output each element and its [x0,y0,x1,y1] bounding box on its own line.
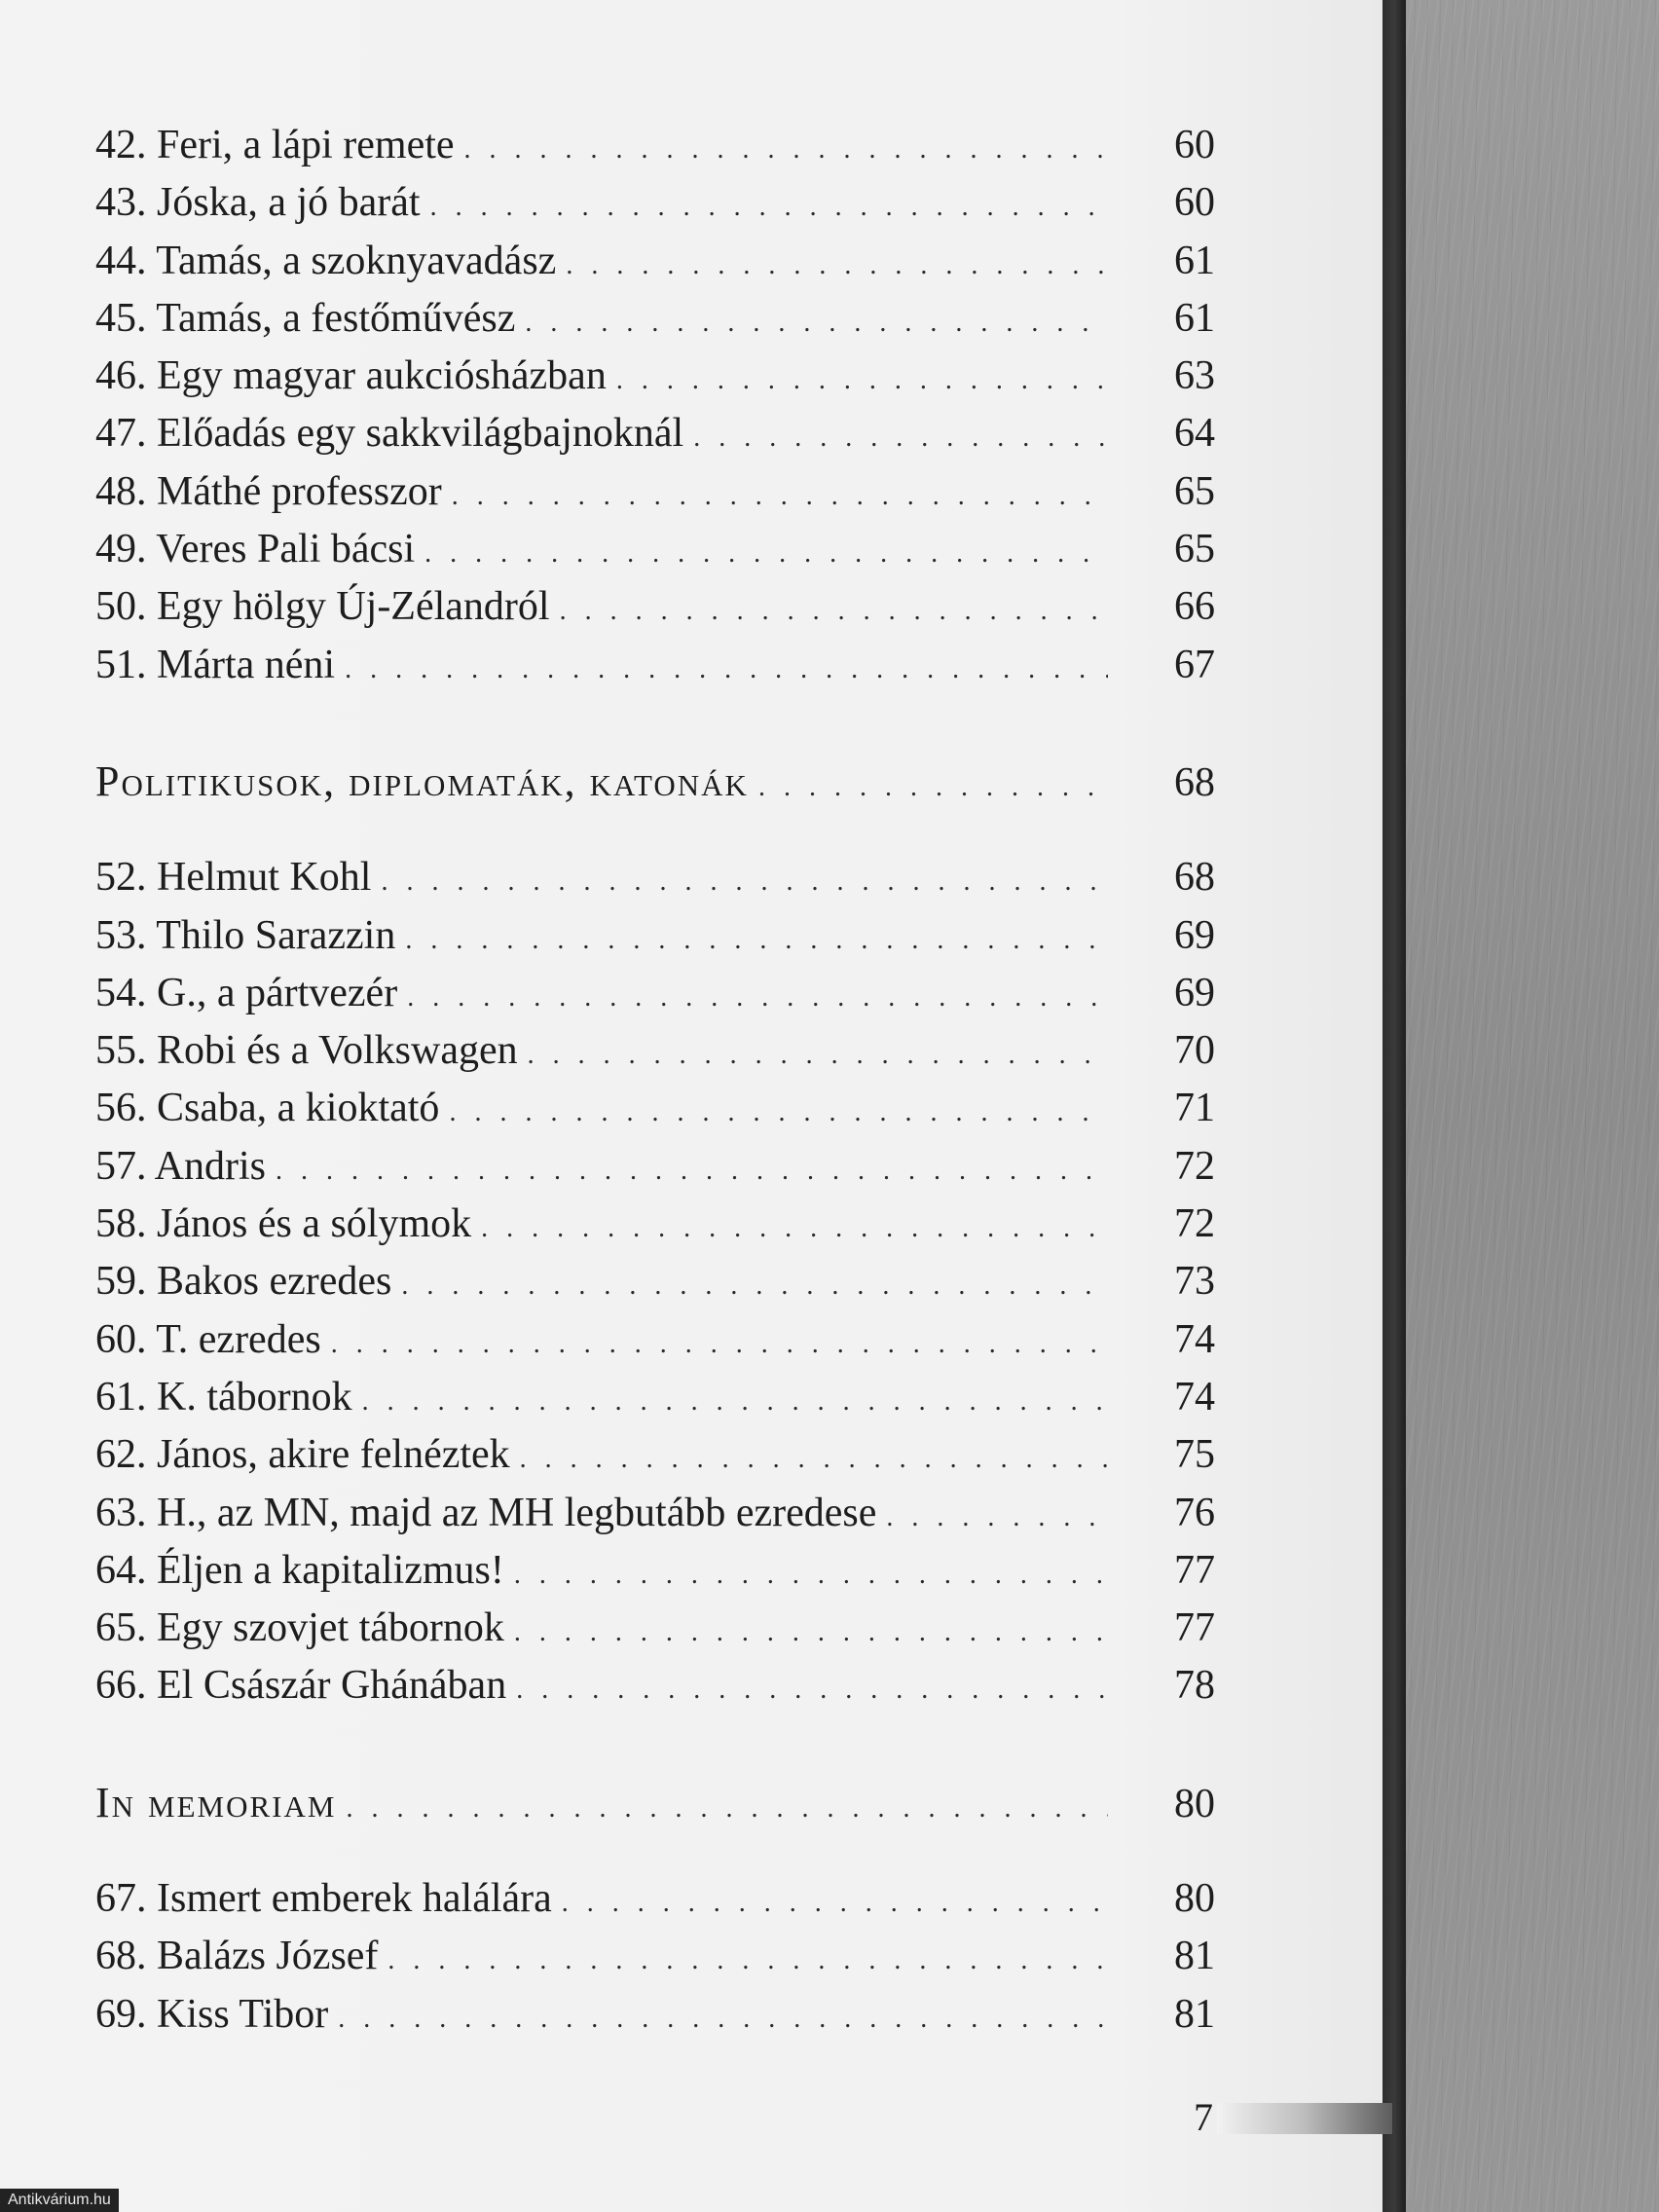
section-page: 80 [1174,1781,1215,1826]
toc-section-heading[interactable] [95,1774,1215,1831]
section-title: Politikusok, diplomaták, katonák [95,756,749,805]
toc-entry-page: 69 [1174,970,1215,1015]
toc-entry-title: 48. Máthé professzor [95,468,442,514]
dot-leader [346,1780,1108,1837]
toc-entry[interactable] [95,849,1215,906]
toc-entry-title: 46. Egy magyar aukciósházban [95,353,607,399]
toc-entry-page: 81 [1174,1934,1215,1979]
toc-entry-title: 49. Veres Pali bácsi [95,527,416,572]
toc-entry[interactable] [95,290,1215,348]
toc-entry-title: 60. T. ezredes [95,1316,321,1362]
toc-entry[interactable] [95,1928,1215,1985]
toc-entry-title: 57. Andris [95,1143,267,1189]
toc-entry-page: 70 [1174,1028,1215,1074]
toc-entry-title: 69. Kiss Tibor [95,1991,329,2037]
dot-leader [381,853,1108,910]
dot-leader [405,911,1108,969]
toc-entry-title: 58. János és a sólymok [95,1201,472,1247]
toc-entry-title: 64. Éljen a kapitalizmus! [95,1547,504,1593]
toc-entry[interactable] [95,1022,1215,1080]
toc-entry-title: 52. Helmut Kohl [95,855,372,901]
dot-leader [566,237,1108,294]
toc-entry[interactable] [95,965,1215,1022]
toc-entry-title: 63. H., az MN, majd az MH legbutább ezredese [95,1490,877,1535]
dot-leader [387,1932,1108,1989]
dot-leader [449,1084,1108,1141]
toc-entry-page: 65 [1174,468,1215,514]
toc-entry-page: 66 [1174,584,1215,630]
toc-entry[interactable] [95,405,1215,462]
toc-entry-title: 44. Tamás, a szoknyavadász [95,238,557,283]
toc-entry[interactable] [95,1870,1215,1928]
toc-entry-title: 42. Feri, a lápi remete [95,123,455,167]
toc-entry-page: 74 [1174,1374,1215,1419]
dot-leader [693,409,1108,466]
toc-entry-page: 77 [1174,1605,1215,1651]
toc-entry-page: 72 [1174,1143,1215,1189]
toc-entry-title: 67. Ismert emberek halálára [95,1876,552,1922]
toc-entry-page: 77 [1174,1547,1215,1593]
dot-leader [616,351,1108,409]
dot-leader [430,178,1108,236]
toc-entry-title: 43. Jóska, a jó barát [95,180,421,226]
toc-entry-page: 65 [1174,527,1215,572]
toc-entry-page: 60 [1174,180,1215,226]
dot-leader [331,1315,1108,1373]
toc-entry[interactable] [95,1426,1215,1484]
toc-entry-title: 68. Balázs József [95,1934,379,1979]
toc-entry[interactable] [95,637,1215,694]
section-title: In memoriam [95,1778,337,1826]
toc-entry-page: 75 [1174,1432,1215,1478]
toc-entry-page: 67 [1174,642,1215,687]
dot-leader [525,294,1108,351]
toc-entry-title: 54. G., a pártvezér [95,970,398,1015]
toc-entry-page: 64 [1174,411,1215,457]
dot-leader [338,1990,1108,2047]
toc-entry[interactable] [95,463,1215,521]
dot-leader [464,121,1108,178]
toc-entry-page: 73 [1174,1259,1215,1305]
toc-entry[interactable] [95,348,1215,405]
toc-entry[interactable] [95,1369,1215,1426]
dot-leader [276,1142,1108,1199]
toc-entry-page: 80 [1174,1876,1215,1922]
toc-entry[interactable] [95,521,1215,578]
toc-entry-page: 68 [1174,855,1215,901]
dot-leader [345,641,1108,698]
watermark: Antikvárium.hu [0,2189,119,2212]
toc-entry-page: 76 [1174,1490,1215,1535]
toc-entry[interactable] [95,1138,1215,1196]
dot-leader [401,1257,1108,1314]
toc-entry[interactable] [95,1485,1215,1542]
toc-entry-title: 47. Előadás egy sakkvilágbajnoknál [95,411,684,457]
toc-entry[interactable] [95,1311,1215,1369]
toc-entry-title: 56. Csaba, a kioktató [95,1086,440,1131]
toc-entry-page: 78 [1174,1663,1215,1709]
footer-gradient-bar [1217,2103,1392,2134]
section-page: 68 [1174,759,1215,805]
toc-entry-title: 61. K. tábornok [95,1374,352,1419]
toc-entry[interactable] [95,578,1215,636]
toc-entry-page: 72 [1174,1201,1215,1247]
dot-leader [560,582,1108,640]
page-number: 7 [1194,2095,1213,2139]
background-surface [1402,0,1659,2212]
toc-entry-title: 45. Tamás, a festőművész [95,295,516,341]
dot-leader [562,1874,1108,1932]
dot-leader [528,1026,1108,1084]
toc-entry-title: 53. Thilo Sarazzin [95,912,396,958]
dot-leader [362,1373,1108,1430]
table-of-contents [95,117,1215,2044]
toc-entry[interactable] [95,1600,1215,1657]
toc-entry[interactable] [95,1196,1215,1253]
toc-entry-title: 55. Robi és a Volkswagen [95,1028,518,1074]
toc-entry-title: 59. Bakos ezredes [95,1259,392,1305]
toc-entry[interactable] [95,907,1215,965]
dot-leader [514,1546,1108,1604]
dot-leader [452,467,1108,525]
book-cover-edge [1381,0,1406,2212]
toc-entry-page: 60 [1174,123,1215,167]
toc-entry-title: 51. Márta néni [95,642,336,687]
toc-section-heading[interactable] [95,753,1215,810]
toc-entry-page: 69 [1174,912,1215,958]
toc-entry-page: 61 [1174,238,1215,283]
dot-leader [520,1430,1108,1488]
toc-entry[interactable] [95,174,1215,232]
toc-entry-title: 62. János, akire felnéztek [95,1432,510,1478]
toc-entry-title: 66. El Császár Ghánában [95,1663,507,1709]
toc-entry[interactable] [95,1253,1215,1310]
toc-entry[interactable] [95,1542,1215,1600]
toc-entry-page: 81 [1174,1991,1215,2037]
toc-entry-page: 63 [1174,353,1215,399]
toc-entry[interactable] [95,117,1215,174]
dot-leader [886,1489,1108,1546]
toc-entry[interactable] [95,1657,1215,1714]
dot-leader [516,1661,1108,1718]
toc-entry[interactable] [95,1986,1215,2044]
dot-leader [424,525,1108,582]
toc-entry-page: 61 [1174,295,1215,341]
dot-leader [514,1604,1108,1661]
toc-entry-page: 74 [1174,1316,1215,1362]
toc-entry[interactable] [95,233,1215,290]
dot-leader [407,969,1108,1026]
toc-entry-title: 50. Egy hölgy Új-Zélandról [95,584,550,630]
toc-entry[interactable] [95,1080,1215,1137]
dot-leader [481,1199,1108,1257]
toc-entry-page: 71 [1174,1086,1215,1131]
dot-leader [758,758,1108,816]
toc-entry-title: 65. Egy szovjet tábornok [95,1605,504,1651]
